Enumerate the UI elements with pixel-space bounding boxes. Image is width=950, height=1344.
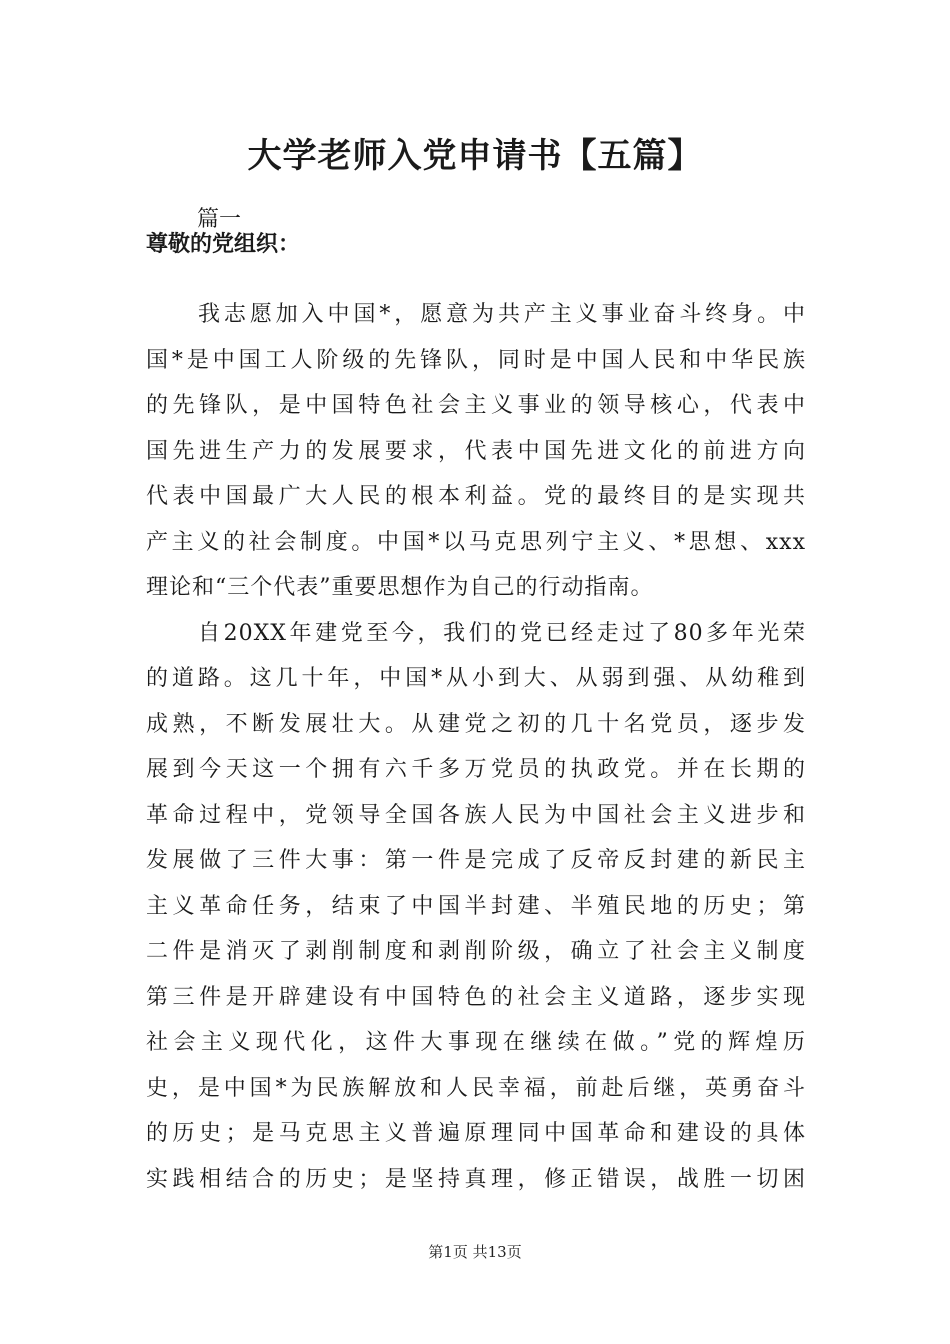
text-line: 国先进生产力的发展要求，代表中国先进文化的前进方向 xyxy=(146,438,806,464)
text-line: 主义革命任务，结束了中国半封建、半殖民地的历史；第 xyxy=(146,893,806,919)
text-line: 革命过程中，党领导全国各族人民为中国社会主义进步和 xyxy=(146,802,806,828)
paragraph-1 xyxy=(146,292,806,611)
text-line: 自20XX年建党至今，我们的党已经走过了80多年光荣 xyxy=(198,620,806,646)
body-text xyxy=(146,292,806,1202)
text-line: 的道路。这几十年，中国*从小到大、从弱到强、从幼稚到 xyxy=(146,666,806,691)
text-line: 代表中国最广大人民的根本利益。党的最终目的是实现共 xyxy=(146,484,806,509)
text-line: 产主义的社会制度。中国*以马克思列宁主义、*思想、xxx xyxy=(146,529,806,555)
text-line: 二件是消灭了剥削制度和剥削阶级，确立了社会主义制度 xyxy=(146,939,806,964)
text-line: 社会主义现代化，这件大事现在继续在做。”党的辉煌历 xyxy=(146,1030,806,1055)
text-line: 第三件是开辟建设有中国特色的社会主义道路，逐步实现 xyxy=(146,984,806,1010)
section-label: 篇一 xyxy=(197,207,242,232)
text-line: 国*是中国工人阶级的先锋队，同时是中国人民和中华民族 xyxy=(146,347,806,373)
text-line: 史，是中国*为民族解放和人民幸福，前赴后继，英勇奋斗 xyxy=(146,1075,806,1101)
document-title: 大学老师入党申请书【五篇】 xyxy=(247,136,703,176)
text-line: 实践相结合的历史；是坚持真理，修正错误，战胜一切困 xyxy=(146,1166,806,1192)
text-line: 成熟，不断发展壮大。从建党之初的几十名党员，逐步发 xyxy=(146,711,806,737)
text-line: 的历史；是马克思主义普遍原理同中国革命和建设的具体 xyxy=(146,1121,806,1146)
text-line: 展到今天这一个拥有六千多万党员的执政党。并在长期的 xyxy=(146,757,806,782)
text-line: 我志愿加入中国*，愿意为共产主义事业奋斗终身。中 xyxy=(198,302,806,327)
salutation: 尊敬的党组织： xyxy=(146,231,301,257)
paragraph-2 xyxy=(146,611,806,1203)
text-line: 发展做了三件大事：第一件是完成了反帝反封建的新民主 xyxy=(146,848,806,873)
text-line: 理论和“三个代表”重要思想作为自己的行动指南。 xyxy=(146,575,654,600)
page-footer: 第1页 共13页 xyxy=(428,1243,522,1261)
text-line: 的先锋队，是中国特色社会主义事业的领导核心，代表中 xyxy=(146,393,806,418)
